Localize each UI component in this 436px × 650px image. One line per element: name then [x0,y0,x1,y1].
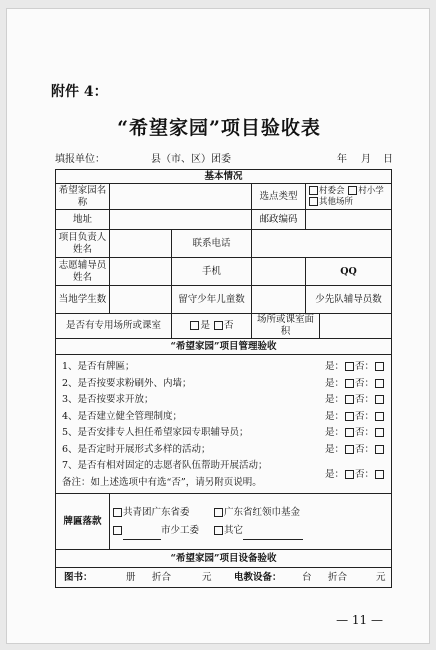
books-unit: 册 [126,572,136,583]
books-worth: 折合 [152,572,172,583]
checkbox-other[interactable] [214,526,223,535]
checkbox-yes[interactable] [345,395,354,404]
volunteer-label: 志愿辅导员姓名 [56,258,110,286]
checklist-item: 4、是否建立健全管理制度； 是： 否： [62,409,387,426]
plaque-options [110,494,392,550]
page-title: “希望家园”项目验收表 [117,117,321,139]
checkbox-no[interactable] [375,362,384,371]
left-behind-field[interactable] [252,286,306,314]
site-type-label: 选点类型 [252,184,306,210]
year-label: 年 [337,154,347,165]
checkbox-no[interactable] [375,445,384,454]
plaque-opt-red-scarf-fund: 广东省红领巾基金 [224,506,301,518]
phone-field[interactable] [252,230,392,258]
checkbox-no[interactable] [375,395,384,404]
city-name-blank[interactable] [123,529,161,540]
plaque-opt-provincial-league: 共青团广东省委 [123,506,190,518]
attachment-label: 附件 4： [51,84,108,100]
checkbox-yes[interactable] [345,362,354,371]
room-label: 是否有专用场所或课室 [56,314,172,339]
checklist-item: 1、是否有牌匾； 是： 否： [62,359,387,376]
management-section-heading: “希望家园”项目管理验收 [56,339,392,355]
students-label: 当地学生数 [56,286,110,314]
plaque-opt-other: 其它 [224,524,244,536]
av-label: 电教设备： [234,572,282,583]
mobile-label: 手机 [172,258,252,286]
av-yuan: 元 [376,572,386,583]
room-yes-label: 是 [200,320,210,331]
checkbox-yes[interactable] [345,445,354,454]
leader-field[interactable] [110,230,172,258]
site-opt-village-committee: 村委会 [319,185,345,196]
site-type-options [306,184,392,210]
checkbox-yes[interactable] [345,412,354,421]
checkbox-room-no[interactable] [214,321,223,330]
management-checklist [56,355,392,494]
qq-label: QQ [306,258,392,286]
acceptance-form-table [55,169,392,588]
mobile-field[interactable] [252,258,306,286]
equipment-row [56,568,392,588]
name-field[interactable] [110,184,252,210]
management-note: 备注：如上述选项中有选“否”，请另附页说明。 [62,476,262,488]
area-label: 场所或课室面积 [252,314,320,339]
leader-label: 项目负责人姓名 [56,230,110,258]
basic-section-heading: 基本情况 [56,170,392,184]
fill-unit-label: 填报单位： [55,154,105,165]
checkbox-village-committee[interactable] [309,186,318,195]
postcode-field[interactable] [306,210,392,230]
checkbox-no[interactable] [375,379,384,388]
area-field[interactable] [320,314,392,339]
address-label: 地址 [56,210,110,230]
plaque-opt-city-youth-work: 市少工委 [161,524,200,536]
site-opt-other-place: 其他场所 [319,196,354,207]
room-no-label: 否 [224,320,234,331]
av-worth: 折合 [328,572,348,583]
checkbox-no[interactable] [375,412,384,421]
checkbox-yes[interactable] [345,428,354,437]
plaque-label: 牌匾落款 [56,494,110,550]
room-yes-no [172,314,252,339]
av-unit: 台 [302,572,312,583]
students-field[interactable] [110,286,172,314]
day-label: 日 [383,154,393,165]
checkbox-room-yes[interactable] [190,321,199,330]
other-blank[interactable] [243,529,303,540]
name-label: 希望家园名称 [56,184,110,210]
checklist-item: 2、是否按要求粉刷外、内墙； 是： 否： [62,376,387,393]
left-behind-label: 留守少年儿童数 [172,286,252,314]
checkbox-no[interactable] [375,428,384,437]
books-yuan: 元 [202,572,212,583]
checkbox-provincial-league[interactable] [113,508,122,517]
postcode-label: 邮政编码 [252,210,306,230]
document-page [6,8,430,644]
checklist-item: 6、是否定时开展形式多样的活动； 是： 否： [62,442,387,459]
month-label: 月 [361,154,371,165]
volunteer-field[interactable] [110,258,172,286]
checkbox-village-school[interactable] [348,186,357,195]
pioneer-label: 少先队辅导员数 [306,286,392,314]
checklist-item: 5、是否安排专人担任希望家园专职辅导员； 是： 否： [62,425,387,442]
books-label: 图书： [64,572,93,583]
county-label: 县（市、区）团委 [151,154,231,165]
checkbox-other-place[interactable] [309,197,318,206]
page-number: — 11 — [336,613,383,627]
checkbox-city-youth-work[interactable] [113,526,122,535]
checkbox-yes[interactable] [345,379,354,388]
checklist-item: 7、是否有相对固定的志愿者队伍帮助开展活动； 是： 否： [62,458,387,475]
checklist-item: 3、是否按要求开放； 是： 否： [62,392,387,409]
site-opt-village-school: 村小学 [358,185,384,196]
phone-label: 联系电话 [172,230,252,258]
address-field[interactable] [110,210,252,230]
checkbox-red-scarf-fund[interactable] [214,508,223,517]
equipment-section-heading: “希望家园”项目设备验收 [56,550,392,568]
